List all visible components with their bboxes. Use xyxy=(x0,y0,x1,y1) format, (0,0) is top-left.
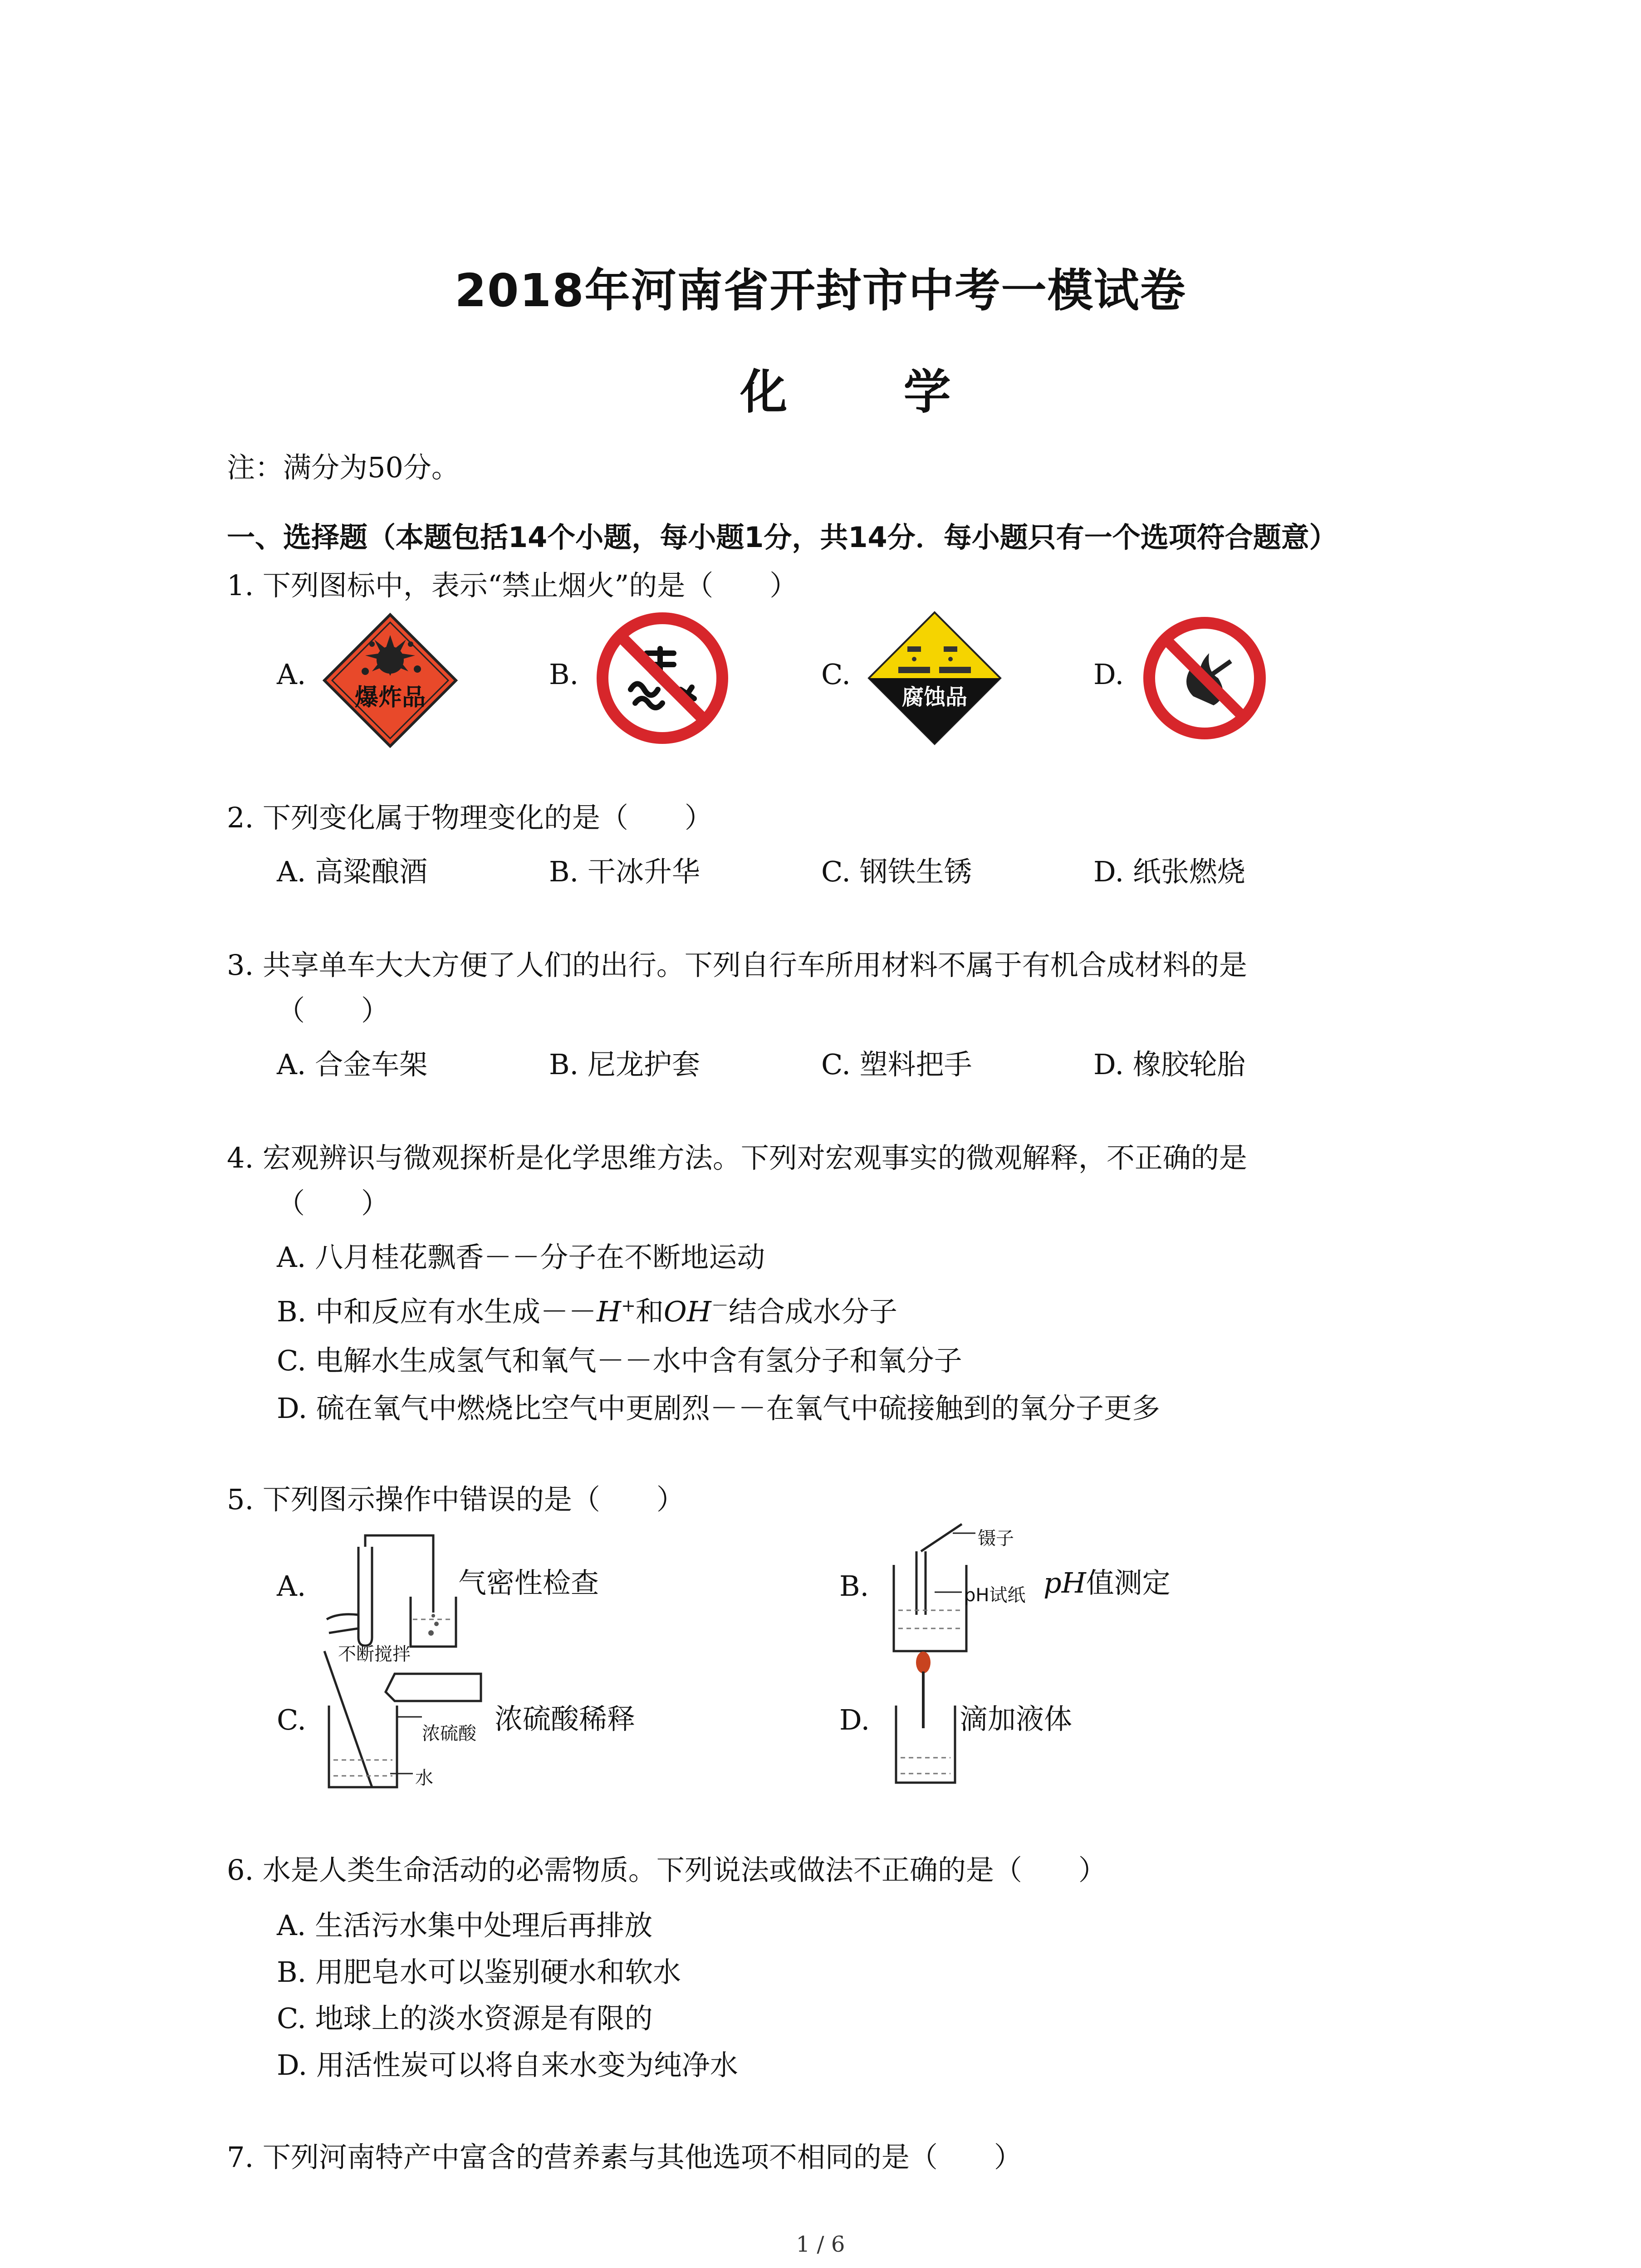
q4-option-c: C. 电解水生成氢气和氧气－－水中含有氢分子和氧分子 xyxy=(277,1344,962,1377)
question-4-paren: （ ） xyxy=(277,1187,390,1220)
q5-option-d-text: 滴加液体 xyxy=(960,1702,1073,1735)
q4-option-b: B. 中和反应有水生成－－H+和OH－结合成水分子 xyxy=(277,1295,897,1328)
water-label: 水 xyxy=(415,1768,433,1789)
acid-label: 浓硫酸 xyxy=(422,1723,476,1744)
tweezers-label: 镊子 xyxy=(978,1528,1014,1549)
q3-option-a: A. 合金车架 xyxy=(277,1048,428,1081)
no-fire-sign-icon xyxy=(1141,615,1268,742)
question-3-stem: 3. 共享单车大大方便了人们的出行。下列自行车所用材料不属于有机合成材料的是 xyxy=(227,948,1247,982)
q1-option-b-label: B. xyxy=(549,658,579,691)
no-burning-sign-icon xyxy=(594,610,730,746)
ph-paper-label: pH试纸 xyxy=(964,1585,1026,1606)
q4-option-d: D. 硫在氧气中燃烧比空气中更剧烈－－在氧气中硫接触到的氧分子更多 xyxy=(277,1392,1160,1425)
q5-option-b-label: B. xyxy=(839,1569,869,1603)
q6-option-b: B. 用肥皂水可以鉴别硬水和软水 xyxy=(277,1955,681,1989)
section-heading: 一、选择题（本题包括14个小题，每小题1分，共14分．每小题只有一个选项符合题意） xyxy=(227,521,1337,554)
q2-option-d: D. 纸张燃烧 xyxy=(1093,855,1245,888)
corrosive-label: 腐蚀品 xyxy=(901,684,968,710)
q6-option-c: C. 地球上的淡水资源是有限的 xyxy=(277,2002,653,2035)
question-5-stem: 5. 下列图示操作中错误的是（ ） xyxy=(227,1483,685,1516)
q4-option-a: A. 八月桂花飘香－－分子在不断地运动 xyxy=(277,1241,765,1274)
q5-option-a-label: A. xyxy=(277,1569,306,1603)
q5-option-a-text: 气密性检查 xyxy=(458,1566,599,1599)
q5-option-c-text: 浓硫酸稀释 xyxy=(495,1702,636,1735)
question-6-stem: 6. 水是人类生命活动的必需物质。下列说法或做法不正确的是（ ） xyxy=(227,1853,1107,1887)
q3-option-c: C. 塑料把手 xyxy=(821,1048,972,1081)
page-number: 1 / 6 xyxy=(796,2232,845,2257)
q6-option-a: A. 生活污水集中处理后再排放 xyxy=(277,1909,653,1942)
question-3-paren: （ ） xyxy=(277,994,390,1027)
question-1-stem: 1. 下列图标中，表示“禁止烟火”的是（ ） xyxy=(227,569,798,602)
explosive-hazard-icon xyxy=(322,612,458,748)
explosive-label: 爆炸品 xyxy=(354,684,426,711)
q3-option-b: B. 尼龙护套 xyxy=(549,1048,700,1081)
question-7-stem: 7. 下列河南特产中富含的营养素与其他选项不相同的是（ ） xyxy=(227,2141,1022,2174)
q5-option-d-label: D. xyxy=(839,1703,870,1736)
q1-option-c-label: C. xyxy=(821,658,851,691)
question-4-stem: 4. 宏观辨识与微观探析是化学思维方法。下列对宏观事实的微观解释，不正确的是 xyxy=(227,1141,1247,1174)
subject-title: 化 学 xyxy=(740,364,1001,420)
page-title: 2018年河南省开封市中考一模试卷 xyxy=(455,264,1186,317)
q5-option-c-label: C. xyxy=(277,1703,306,1736)
q3-option-d: D. 橡胶轮胎 xyxy=(1093,1048,1245,1081)
score-note: 注：满分为50分。 xyxy=(227,451,460,484)
airtightness-check-diagram xyxy=(318,1529,463,1656)
q2-option-c: C. 钢铁生锈 xyxy=(821,855,972,888)
q2-option-b: B. 干冰升华 xyxy=(549,855,700,888)
question-2-stem: 2. 下列变化属于物理变化的是（ ） xyxy=(227,801,713,834)
q1-option-a-label: A. xyxy=(277,658,306,691)
stir-label: 不断搅拌 xyxy=(338,1644,411,1665)
corrosive-hazard-icon xyxy=(867,610,1003,746)
q1-option-d-label: D. xyxy=(1093,658,1124,691)
q5-option-b-text: pH值测定 xyxy=(1043,1566,1171,1599)
q6-option-d: D. 用活性炭可以将自来水变为纯净水 xyxy=(277,2048,738,2082)
q2-option-a: A. 高粱酿酒 xyxy=(277,855,428,888)
